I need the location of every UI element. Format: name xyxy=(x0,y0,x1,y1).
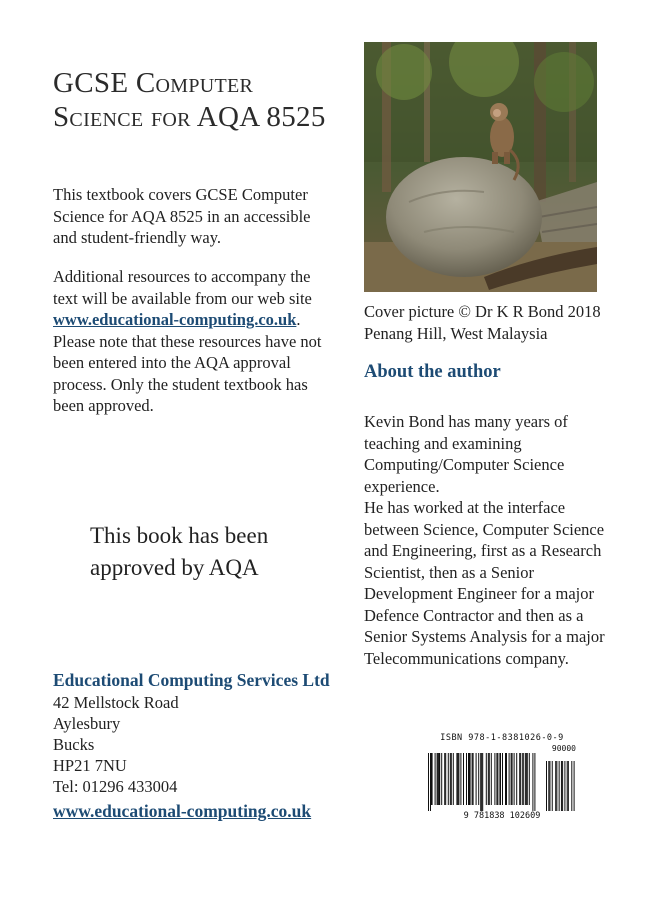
barcode-bar xyxy=(502,753,503,805)
barcode-bar xyxy=(519,753,520,805)
barcode-bar xyxy=(472,753,473,805)
barcode-addon-bar xyxy=(552,761,553,811)
barcode-bar xyxy=(499,753,501,805)
barcode-bar xyxy=(478,753,479,805)
barcode-addon-bar xyxy=(567,761,568,811)
barcode-bar xyxy=(430,753,431,811)
publisher-website-link[interactable]: www.educational-computing.co.uk xyxy=(53,801,312,821)
barcode-bar xyxy=(491,753,492,805)
barcode-bar xyxy=(445,753,446,805)
barcode-bar xyxy=(526,753,527,805)
barcode-bar xyxy=(460,753,461,805)
barcode-bar xyxy=(469,753,471,805)
barcode-bar xyxy=(506,753,507,805)
resources-before-link: Additional resources to accompany the text will be available from our web site xyxy=(53,267,312,308)
barcode-bar xyxy=(481,753,482,811)
barcode-bar xyxy=(505,753,506,805)
about-paragraph-1: Kevin Bond has many years of teaching and examining Computing/Computer Science experience. xyxy=(364,412,568,496)
resources-text xyxy=(53,266,328,417)
barcode-bar xyxy=(512,753,513,805)
aqa-approval-statement xyxy=(90,520,330,584)
barcode-bar xyxy=(476,753,477,805)
barcode-addon-bar xyxy=(568,761,569,811)
barcode-bar xyxy=(450,753,451,805)
monkey-on-rock-image xyxy=(364,42,597,292)
book-title xyxy=(53,66,353,134)
barcode-bar xyxy=(448,753,449,805)
title-line-2: Science for AQA 8525 xyxy=(53,101,326,133)
barcode-bar xyxy=(438,753,439,805)
publisher-address-line: Aylesbury xyxy=(53,714,121,733)
barcode-addon-bar xyxy=(562,761,563,811)
barcode-bar xyxy=(532,753,533,811)
approval-line-1: This book has been xyxy=(90,523,269,548)
barcode-bar xyxy=(431,753,433,805)
barcode-addon-bar xyxy=(556,761,557,811)
publisher-block xyxy=(53,668,353,823)
barcode-bar xyxy=(435,753,436,805)
barcode-bar xyxy=(525,753,526,805)
title-line-1: GCSE Computer xyxy=(53,67,254,99)
barcode-bar xyxy=(488,753,489,805)
barcode-digits: 9 781838 102609 xyxy=(463,811,541,821)
price-code: 90000 xyxy=(551,744,576,753)
barcode-addon-bar xyxy=(571,761,572,811)
barcode-bar xyxy=(494,753,495,805)
barcode-bar xyxy=(511,753,512,805)
cover-caption xyxy=(364,301,624,344)
barcode-bar xyxy=(444,753,445,805)
barcode-bars-icon xyxy=(428,753,576,811)
publisher-name: Educational Computing Services Ltd xyxy=(53,670,330,690)
barcode-addon-bar xyxy=(549,761,550,811)
barcode-bar xyxy=(496,753,497,805)
barcode-bar xyxy=(463,753,464,805)
barcode-addon-bar xyxy=(574,761,575,811)
barcode-bar xyxy=(489,753,490,805)
barcode-bar xyxy=(480,753,481,811)
barcode-bar xyxy=(458,753,459,805)
barcode-bar xyxy=(534,753,535,811)
barcode-bar xyxy=(509,753,510,805)
caption-credit: Cover picture © Dr K R Bond 2018 xyxy=(364,302,601,321)
barcode-bar xyxy=(520,753,521,805)
barcode-bar xyxy=(457,753,458,805)
isbn-number: ISBN 978-1-8381026-0-9 xyxy=(440,733,564,743)
barcode-bar xyxy=(453,753,454,805)
publisher-address-line: HP21 7NU xyxy=(53,756,127,775)
barcode-bar xyxy=(529,753,530,805)
barcode-bar xyxy=(514,753,515,805)
approval-line-2: approved by AQA xyxy=(90,555,259,580)
barcode-addon-bar xyxy=(546,761,547,811)
resources-after-link: . Please note that these resources have not been entered into the AQA approval process. Only the student textbook has been approved. xyxy=(53,310,322,415)
cover-photo xyxy=(364,42,597,292)
barcode-bar xyxy=(468,753,469,805)
about-author-heading: About the author xyxy=(364,362,501,382)
publisher-address-line: Bucks xyxy=(53,735,95,754)
barcode-bar xyxy=(522,753,524,805)
barcode-bar xyxy=(527,753,528,805)
barcode-bar xyxy=(439,753,441,805)
barcode-bar xyxy=(441,753,442,805)
barcode-bar xyxy=(497,753,498,805)
intro-text: This textbook covers GCSE Computer Science for AQA 8525 in an accessible and student-friendly way. xyxy=(53,185,311,247)
publisher-address-line: 42 Mellstock Road xyxy=(53,693,179,712)
barcode-bar xyxy=(437,753,438,805)
barcode-bar xyxy=(428,753,429,811)
about-author-text xyxy=(364,411,614,669)
barcode-bar xyxy=(466,753,467,805)
barcode-bar xyxy=(482,753,483,811)
barcode-addon-bar xyxy=(555,761,556,811)
resources-website-link[interactable]: www.educational-computing.co.uk xyxy=(53,310,297,329)
barcode-addon-bar xyxy=(561,761,562,811)
publisher-phone: Tel: 01296 433004 xyxy=(53,777,178,796)
barcode-bar xyxy=(451,753,452,805)
about-paragraph-2: He has worked at the interface between Science, Computer Science and Engineering, first as a Research Scientist, then as a Senior Development Engineer for a major Defence Contractor and then as a Senior Systems Analysis for a major Telecommunications company. xyxy=(364,498,605,668)
isbn-barcode xyxy=(424,733,580,821)
barcode-bar xyxy=(516,753,517,805)
barcode-bar xyxy=(473,753,474,805)
caption-location: Penang Hill, West Malaysia xyxy=(364,323,548,343)
barcode-bar xyxy=(456,753,457,805)
barcode-addon-bar xyxy=(564,761,565,811)
barcode-addon-bar xyxy=(548,761,549,811)
barcode-addon-bar xyxy=(559,761,560,811)
barcode-bar xyxy=(486,753,487,805)
